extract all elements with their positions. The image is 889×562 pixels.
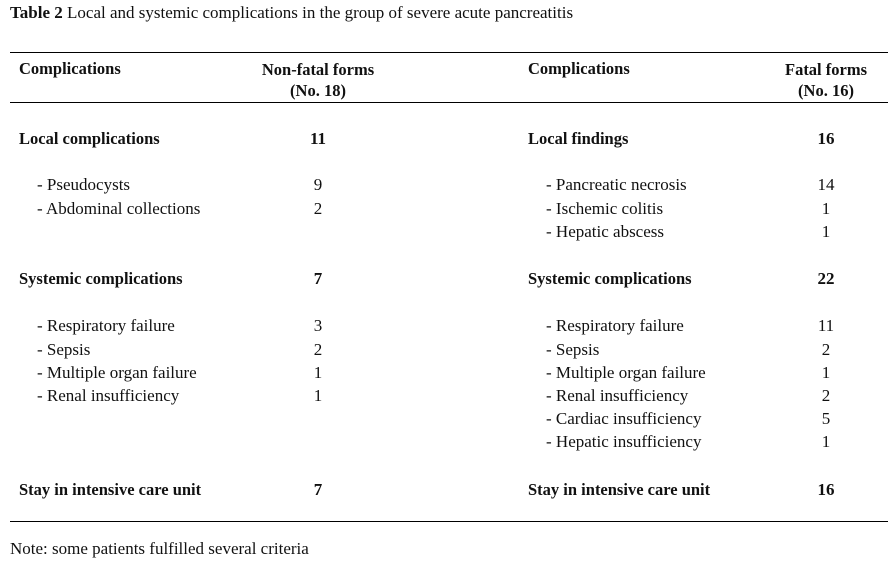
right-icu-value: 16 xyxy=(817,480,835,499)
right-systemic-item-value: 11 xyxy=(817,316,835,335)
left-local-value: 11 xyxy=(309,129,327,148)
table-header-rule xyxy=(10,102,888,103)
fatal-forms-header-line1: Fatal forms xyxy=(784,60,868,79)
left-systemic-item-label: - Respiratory failure xyxy=(37,316,175,335)
table-top-rule xyxy=(10,52,888,53)
left-local-item-value: 9 xyxy=(313,175,323,194)
right-systemic-item-label: - Hepatic insufficiency xyxy=(546,432,702,451)
left-systemic-label: Systemic complications xyxy=(19,269,183,288)
right-systemic-item-label: - Multiple organ failure xyxy=(546,363,706,382)
table-caption-label: Table 2 xyxy=(10,3,63,22)
right-systemic-item-value: 5 xyxy=(821,409,831,428)
left-systemic-item-value: 3 xyxy=(313,316,323,335)
right-local-item-value: 1 xyxy=(821,199,831,218)
left-local-label: Local complications xyxy=(19,129,160,148)
non-fatal-forms-header xyxy=(238,59,398,101)
right-systemic-label: Systemic complications xyxy=(528,269,692,288)
right-local-item-value: 14 xyxy=(817,175,835,194)
fatal-forms-header-line2: (No. 16) xyxy=(798,81,854,100)
right-systemic-item-value: 1 xyxy=(821,432,831,451)
right-systemic-item-value: 2 xyxy=(821,386,831,405)
right-local-label: Local findings xyxy=(528,129,629,148)
right-icu-label: Stay in intensive care unit xyxy=(528,480,711,499)
right-systemic-item-label: - Cardiac insufficiency xyxy=(546,409,702,428)
right-systemic-item-label: - Sepsis xyxy=(546,340,600,359)
left-systemic-item-label: - Renal insufficiency xyxy=(37,386,180,405)
left-systemic-item-label: - Sepsis xyxy=(37,340,91,359)
left-systemic-item-value: 1 xyxy=(313,386,323,405)
left-icu-value: 7 xyxy=(313,480,323,499)
right-local-item-label: - Pancreatic necrosis xyxy=(546,175,687,194)
table-bottom-rule xyxy=(10,521,888,522)
right-systemic-item-label: - Renal insufficiency xyxy=(546,386,689,405)
left-systemic-value: 7 xyxy=(313,269,323,288)
left-local-item-value: 2 xyxy=(313,199,323,218)
right-systemic-item-value: 1 xyxy=(821,363,831,382)
fatal-forms-header xyxy=(766,59,886,101)
non-fatal-forms-header-line2: (No. 18) xyxy=(290,81,346,100)
left-local-item-label: - Abdominal collections xyxy=(37,199,201,218)
right-complications-header: Complications xyxy=(528,59,630,78)
table-caption-text: Local and systemic complications in the group of severe acute pancreatitis xyxy=(62,3,574,22)
non-fatal-forms-header-line1: Non-fatal forms xyxy=(261,60,375,79)
right-local-item-label: - Hepatic abscess xyxy=(546,222,665,241)
table-caption xyxy=(10,3,573,23)
right-local-item-label: - Ischemic colitis xyxy=(546,199,664,218)
left-systemic-item-label: - Multiple organ failure xyxy=(37,363,197,382)
left-local-item-label: - Pseudocysts xyxy=(37,175,131,194)
table-footnote: Note: some patients fulfilled several criteria xyxy=(10,539,309,558)
right-local-item-value: 1 xyxy=(821,222,831,241)
right-systemic-item-label: - Respiratory failure xyxy=(546,316,684,335)
left-systemic-item-value: 2 xyxy=(313,340,323,359)
left-systemic-item-value: 1 xyxy=(313,363,323,382)
right-systemic-item-value: 2 xyxy=(821,340,831,359)
left-complications-header: Complications xyxy=(19,59,121,78)
left-icu-label: Stay in intensive care unit xyxy=(19,480,202,499)
right-systemic-value: 22 xyxy=(817,269,835,288)
right-local-value: 16 xyxy=(817,129,835,148)
